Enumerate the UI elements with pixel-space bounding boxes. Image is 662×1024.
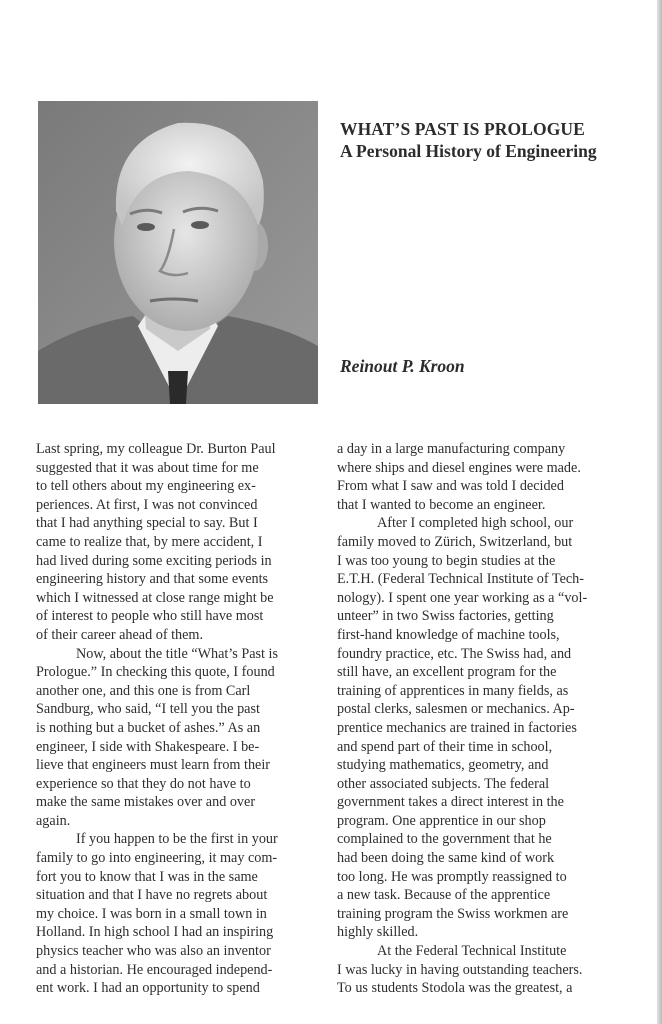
text-line: E.T.H. (Federal Technical Institute of Tech-: [337, 571, 584, 588]
text-line: suggested that it was about time for me: [36, 459, 259, 476]
text-line: studying mathematics, geometry, and: [337, 757, 549, 774]
text-line: had been doing the same kind of work: [337, 850, 555, 867]
text-line: still have, an excellent program for the: [337, 664, 557, 681]
text-line: make the same mistakes over and over: [36, 794, 256, 811]
text-line: To us students Stodola was the greatest, a: [337, 980, 573, 997]
paragraph-start-line: After I completed high school, our: [377, 515, 574, 532]
text-line: to tell others about my engineering ex-: [36, 478, 256, 495]
paragraph-start-line: At the Federal Technical Institute: [377, 943, 567, 960]
article-title: WHAT’S PAST IS PROLOGUE: [340, 119, 585, 139]
author-portrait-photo: [38, 101, 318, 404]
text-line: again.: [36, 812, 71, 829]
text-line: situation and that I have no regrets about: [36, 887, 268, 904]
text-line: foundry practice, etc. The Swiss had, and: [337, 645, 572, 662]
text-line: highly skilled.: [337, 924, 419, 941]
text-line: training of apprentices in many fields, as: [337, 682, 569, 699]
text-line: Prologue.” In checking this quote, I found: [36, 664, 275, 681]
text-line: ent work. I had an opportunity to spend: [36, 980, 260, 997]
article-author: Reinout P. Kroon: [340, 356, 465, 376]
article-subtitle: A Personal History of Engineering: [340, 141, 597, 161]
text-line: too long. He was promptly reassigned to: [337, 868, 567, 885]
text-line: experience so that they do not have to: [36, 775, 251, 792]
text-line: and spend part of their time in school,: [337, 738, 553, 755]
text-line: another one, and this one is from Carl: [36, 682, 251, 699]
text-line: engineering history and that some events: [36, 571, 269, 588]
text-line: first-hand knowledge of machine tools,: [337, 626, 560, 643]
text-line: physics teacher who was also an inventor: [36, 943, 271, 960]
text-line: family moved to Zürich, Switzerland, but: [337, 533, 573, 550]
text-line: where ships and diesel engines were made.: [337, 459, 581, 476]
text-line: I was lucky in having outstanding teachers.: [337, 961, 583, 978]
text-line: and a historian. He encouraged independ-: [36, 961, 273, 978]
text-line: training program the Swiss workmen are: [337, 905, 569, 922]
text-line: I was too young to begin studies at the: [337, 552, 556, 569]
text-line: lieve that engineers must learn from their: [36, 757, 271, 774]
text-line: postal clerks, salesmen or mechanics. Ap-: [337, 701, 575, 718]
text-line: complained to the government that he: [337, 831, 552, 848]
page-edge-shadow: [657, 0, 662, 1024]
text-line: program. One apprentice in our shop: [337, 812, 546, 829]
body-column-left: [36, 440, 328, 998]
text-line: engineer, I side with Shakespeare. I be-: [36, 738, 260, 755]
text-line: family to go into engineering, it may com-: [36, 850, 278, 867]
body-column-right: [337, 440, 629, 998]
text-line: unteer” in two Swiss factories, getting: [337, 608, 554, 625]
paragraph-start-line: If you happen to be the first in your: [76, 831, 278, 848]
paragraph-start-line: Now, about the title “What’s Past is: [76, 645, 279, 662]
text-line: fort you to know that I was in the same: [36, 868, 258, 885]
text-line: my choice. I was born in a small town in: [36, 905, 267, 922]
text-line: had lived during some exciting periods in: [36, 552, 272, 569]
text-line: Sandburg, who said, “I tell you the past: [36, 701, 260, 718]
text-line: that I wanted to become an engineer.: [337, 496, 546, 513]
text-line: nology). I spent one year working as a “vol-: [337, 589, 588, 606]
text-line: Last spring, my colleague Dr. Burton Paul: [36, 441, 276, 457]
text-line: that I had anything special to say. But I: [36, 515, 258, 532]
text-line: of their career ahead of them.: [36, 626, 204, 643]
text-line: a day in a large manufacturing company: [337, 441, 566, 457]
text-line: From what I saw and was told I decided: [337, 478, 564, 495]
text-line: which I witnessed at close range might be: [36, 589, 274, 606]
text-line: other associated subjects. The federal: [337, 775, 550, 792]
text-line: of interest to people who still have most: [36, 608, 264, 625]
portrait-illustration: [38, 101, 318, 404]
text-line: periences. At first, I was not convinced: [36, 496, 258, 513]
article-header: [340, 118, 597, 162]
text-line: is nothing but a bucket of ashes.” As an: [36, 719, 261, 736]
text-line: Holland. In high school I had an inspiring: [36, 924, 274, 941]
text-line: government takes a direct interest in the: [337, 794, 564, 811]
text-line: prentice mechanics are trained in factories: [337, 719, 577, 736]
text-line: came to realize that, by mere accident, I: [36, 533, 263, 550]
text-line: a new task. Because of the apprentice: [337, 887, 551, 904]
